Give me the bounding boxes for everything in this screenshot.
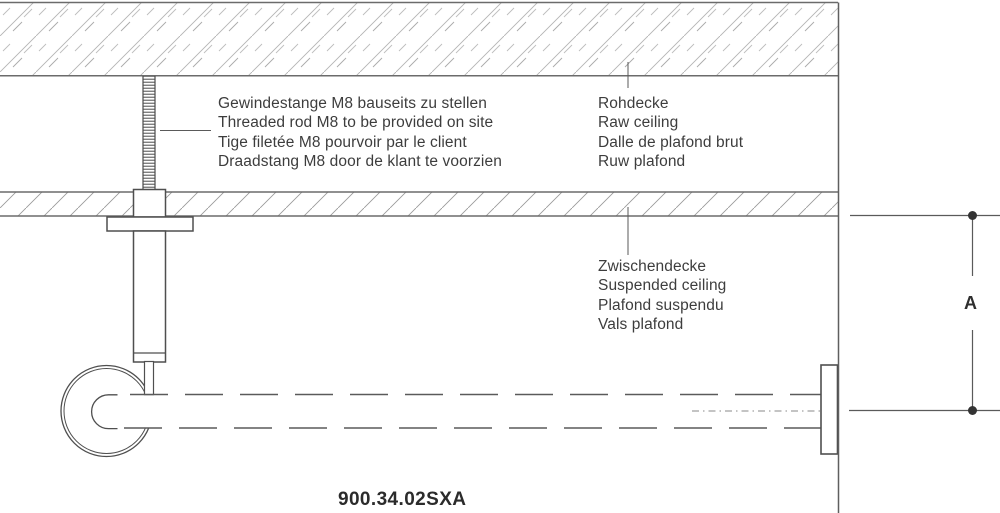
wall-bracket — [821, 365, 838, 454]
raw-ceiling-slab — [0, 3, 838, 76]
dimension-label: A — [964, 293, 977, 313]
product-code: 900.34.02SXA — [338, 489, 467, 510]
annotation-line: Ruw plafond — [598, 153, 686, 171]
annotation-line: Zwischendecke — [598, 258, 707, 275]
annotation-line: Threaded rod M8 to be provided on site — [218, 114, 494, 132]
annotation-line: Plafond suspendu — [598, 296, 724, 314]
dimension-dot-top — [968, 211, 977, 220]
fitting-stem — [145, 362, 154, 396]
annotation-line: Raw ceiling — [598, 114, 679, 132]
annotation-raw-ceiling — [598, 94, 743, 172]
fitting-tube — [134, 231, 166, 362]
annotation-line: Rohdecke — [598, 95, 669, 112]
annotation-line: Gewindestange M8 bauseits zu stellen — [218, 95, 487, 112]
annotation-line: Vals plafond — [598, 316, 684, 334]
threaded-rod — [143, 76, 155, 190]
suspended-ceiling-slab — [0, 192, 838, 216]
ceiling-flange — [107, 217, 193, 231]
annotation-line: Dalle de plafond brut — [598, 133, 744, 151]
horizontal-rod — [92, 395, 838, 429]
annotation-line: Suspended ceiling — [598, 277, 727, 295]
annotation-line: Draadstang M8 door de klant te voorzien — [218, 153, 502, 171]
annotation-suspended-ceiling — [598, 257, 726, 335]
dimension-dot-bottom — [968, 406, 977, 415]
annotation-line: Tige filetée M8 pourvoir par le client — [218, 133, 467, 151]
dimension-line-a — [849, 211, 1000, 415]
mounting-block — [134, 190, 166, 218]
annotation-threaded-rod — [218, 94, 502, 172]
